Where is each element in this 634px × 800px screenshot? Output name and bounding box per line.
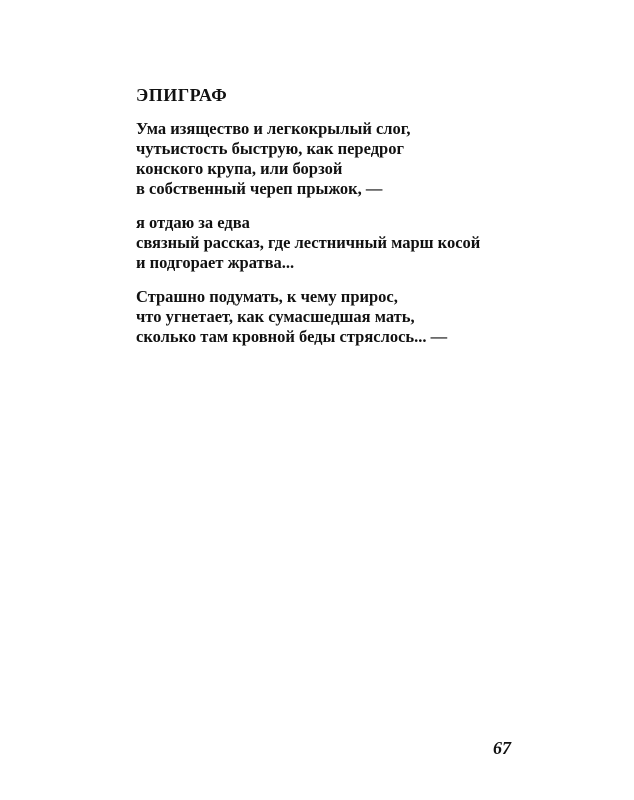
poem-line: и подгорает жратва...: [136, 253, 295, 272]
page-number: 67: [493, 738, 511, 758]
stanza-1: [136, 119, 480, 199]
poem-line: я отдаю за едва: [136, 213, 250, 232]
poem-body: [136, 119, 480, 361]
poem-line: сколько там кровной беды стряслось... —: [136, 327, 448, 346]
poem-title: ЭПИГРАФ: [136, 85, 228, 105]
poem-line: что угнетает, как сумасшедшая мать,: [136, 307, 415, 326]
poem-line: в собственный череп прыжок, —: [136, 179, 383, 198]
stanza-3: [136, 287, 480, 347]
poem-line: связный рассказ, где лестничный марш косой: [136, 233, 481, 252]
poem-line: Ума изящество и легкокрылый слог,: [136, 119, 411, 138]
poem-line: Страшно подумать, к чему прирос,: [136, 287, 398, 306]
stanza-2: [136, 213, 480, 273]
poem-line: конского крупа, или борзой: [136, 159, 343, 178]
poem-line: чутьистость быструю, как передрог: [136, 139, 404, 158]
